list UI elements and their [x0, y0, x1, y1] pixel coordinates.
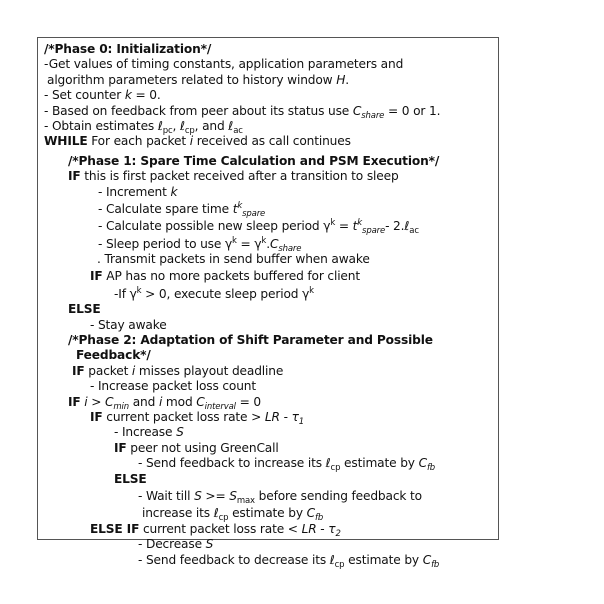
text: -If: [114, 286, 130, 301]
phase2-feedback-increase: [38, 456, 498, 474]
phase1-increment: [38, 185, 498, 200]
sup: k: [261, 235, 267, 246]
phase2-if-peer: [38, 441, 498, 456]
gamma: γ: [129, 286, 137, 301]
sub: cp: [330, 463, 341, 474]
sup: k: [232, 235, 237, 246]
var-c: C: [418, 456, 427, 471]
text: =: [335, 219, 353, 234]
var-k: k: [170, 184, 178, 199]
var-s: S: [194, 488, 202, 503]
phase2-wait: [38, 489, 498, 504]
phase2-else-if: [38, 522, 498, 537]
text: - Calculate possible new sleep period: [98, 219, 324, 234]
text: - Increase: [114, 425, 177, 440]
var-k: k: [124, 88, 132, 103]
phase0-line-2: [38, 73, 498, 88]
ell: ℓ: [228, 118, 234, 133]
sup: k: [237, 200, 243, 211]
sup: k: [309, 285, 314, 296]
phase2-else: ELSE: [114, 471, 147, 486]
sub: interval: [204, 401, 236, 412]
text: estimate by: [228, 506, 307, 521]
text: AP has no more packets buffered for client: [102, 269, 360, 284]
var-c: C: [269, 236, 279, 251]
gamma: γ: [224, 236, 233, 251]
phase0-header: [38, 42, 498, 57]
text: - 2.: [385, 219, 405, 234]
var-s: S: [205, 537, 214, 552]
text: this is first packet received after a transition to sleep: [80, 169, 399, 184]
var-i: i: [158, 394, 163, 409]
text: - Decrease: [138, 537, 206, 552]
text: - Sleep period to use: [98, 236, 225, 251]
var-c: C: [422, 552, 432, 567]
phase2-header-1: /*Phase 2: Adaptation of Shift Parameter and Possible: [68, 333, 433, 348]
text: - Send feedback to increase its: [138, 456, 326, 471]
text: - Based on feedback from peer about its status use: [44, 103, 353, 118]
keyword-else-if: ELSE IF: [90, 521, 140, 536]
text: = 0 or 1.: [384, 103, 441, 118]
text: = 0: [235, 394, 261, 409]
text: > 0, execute sleep period: [141, 286, 303, 301]
sub: min: [113, 401, 130, 412]
text: before sending feedback to: [254, 488, 422, 503]
text: =: [236, 236, 255, 251]
var-i: i: [131, 363, 136, 378]
tau: τ: [328, 521, 336, 536]
sup: k: [330, 218, 336, 229]
text: -: [279, 409, 292, 424]
sub: 2: [335, 528, 341, 539]
text: - Increment: [98, 184, 171, 199]
text: increase its: [142, 506, 214, 521]
text: estimate by: [340, 456, 419, 471]
keyword-while: WHILE: [44, 134, 88, 149]
text: - Send feedback to decrease its: [138, 552, 330, 567]
phase1-header: /*Phase 1: Spare Time Calculation and PSM Execution*/: [68, 153, 440, 168]
ell: ℓ: [157, 118, 163, 133]
sub: cp: [334, 559, 345, 570]
ell: ℓ: [213, 506, 219, 521]
phase2-if-cmin: [38, 395, 498, 410]
tau: τ: [291, 409, 299, 424]
text: .: [266, 236, 270, 251]
var-h: H: [336, 72, 346, 87]
keyword-if: IF: [68, 394, 81, 409]
sub: fb: [426, 463, 436, 474]
text: .: [345, 72, 349, 87]
gamma: γ: [254, 236, 262, 251]
var-c: C: [306, 506, 315, 521]
sub: share: [278, 243, 302, 254]
sub: ac: [409, 226, 419, 237]
keyword-if: IF: [114, 440, 127, 455]
var-c: C: [352, 103, 362, 118]
text: -: [316, 521, 329, 536]
text: >=: [201, 488, 230, 503]
text: = 0.: [131, 88, 161, 103]
keyword-if: IF: [90, 269, 103, 284]
sub: fb: [315, 513, 324, 524]
phase1-sleep-calc: [38, 218, 498, 237]
sub: spare: [242, 208, 266, 219]
var-lr: LR: [301, 521, 317, 536]
text: For each packet: [87, 134, 190, 149]
text: current packet loss rate <: [139, 521, 302, 536]
var-i: i: [189, 134, 193, 149]
sub: spare: [362, 226, 386, 237]
phase2-loss-count: - Increase packet loss count: [90, 379, 257, 394]
text: >: [87, 394, 106, 409]
text: received as call continues: [192, 134, 351, 149]
sub: pc: [162, 125, 173, 136]
phase2-decrease-s: [38, 537, 498, 552]
sub: 1: [298, 416, 305, 427]
var-s: S: [229, 488, 237, 503]
gamma: γ: [323, 219, 331, 234]
text: peer not using GreenCall: [126, 440, 279, 455]
sup: k: [357, 218, 363, 229]
sub: ac: [233, 125, 243, 136]
phase1-if: [38, 169, 498, 184]
ell: ℓ: [329, 552, 335, 567]
var-c: C: [196, 394, 205, 409]
ell: ℓ: [404, 219, 410, 234]
sub: fb: [431, 559, 440, 570]
text: , and: [194, 118, 229, 133]
phase0-line-1: -Get values of timing constants, application parameters and: [44, 57, 404, 72]
phase0-line-3: [38, 88, 498, 103]
phase1-sleep-use: [38, 237, 498, 252]
text: - Wait till: [138, 488, 195, 503]
phase0-line-5: [38, 119, 498, 134]
text: current packet loss rate >: [102, 409, 265, 424]
algorithm-box: [37, 37, 499, 570]
sub: cp: [218, 513, 229, 524]
phase1-transmit: . Transmit packets in send buffer when awake: [97, 252, 370, 267]
phase2-wait-2: [38, 506, 498, 524]
sup: k: [136, 285, 142, 296]
phase0-line-4: [38, 104, 498, 119]
phase2-if-packet: [38, 364, 498, 379]
phase2-feedback-decrease: [38, 553, 498, 568]
gamma: γ: [302, 286, 310, 301]
text: algorithm parameters related to history window: [47, 72, 337, 87]
phase1-stay-awake: - Stay awake: [90, 317, 167, 332]
phase1-if-ap: [38, 269, 498, 284]
text: - Obtain estimates: [44, 118, 158, 133]
phase1-else: ELSE: [68, 302, 101, 317]
text: - Set counter: [44, 88, 125, 103]
text: ,: [172, 118, 180, 133]
sub: cp: [184, 125, 195, 136]
var-t: t: [232, 201, 238, 216]
var-s: S: [176, 425, 184, 440]
var-lr: LR: [264, 409, 280, 424]
phase2-increase-s: [38, 425, 498, 440]
text: estimate by: [344, 552, 423, 567]
phase1-spare: [38, 202, 498, 217]
var-i: i: [80, 394, 88, 409]
phase2-header-2: Feedback*/: [76, 348, 151, 363]
text: misses playout deadline: [135, 363, 284, 378]
phase2-if-loss-high: [38, 410, 498, 425]
text: packet: [84, 363, 132, 378]
var-c: C: [105, 394, 114, 409]
text: - Calculate spare time: [98, 201, 233, 216]
phase1-execute: [38, 287, 498, 302]
var-t: t: [352, 219, 358, 234]
keyword-if: IF: [72, 363, 85, 378]
ell: ℓ: [325, 456, 331, 471]
sub: max: [236, 495, 255, 506]
ell: ℓ: [179, 118, 185, 133]
text: mod: [162, 394, 197, 409]
phase0-header-text: /*Phase 0: Initialization*/: [44, 42, 212, 56]
keyword-if: IF: [68, 169, 81, 184]
while-line: [38, 134, 498, 149]
text: and: [129, 394, 159, 409]
sub: share: [361, 110, 385, 121]
keyword-if: IF: [90, 409, 103, 424]
